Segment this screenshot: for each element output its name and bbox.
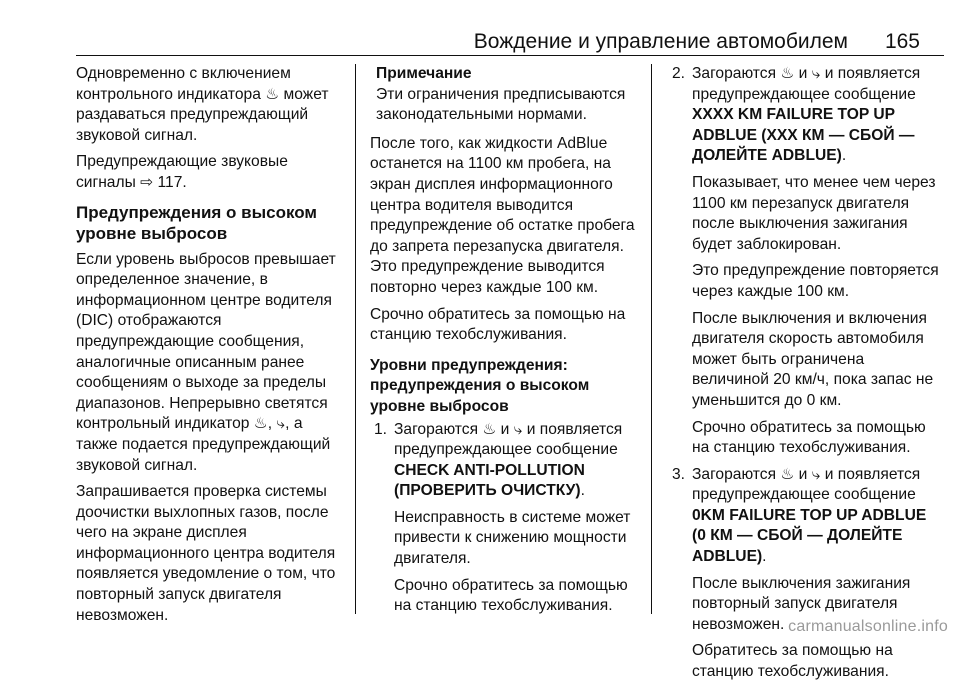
paragraph: Срочно обратитесь за помощью на станцию техобслуживания. xyxy=(692,418,926,457)
column-2 xyxy=(370,64,638,623)
paragraph: После выключения и включения двигателя скорость автомобиля может быть ограничена величиной 20 км/ч, пока запас не уменьшится до 0 км. xyxy=(692,309,934,409)
list-item-number: 3. xyxy=(672,465,686,483)
list-item-number: 2. xyxy=(672,65,686,82)
column-divider xyxy=(355,64,356,614)
warning-message: 0KM FAILURE TOP UP ADBLUE (0 КМ — СБОЙ — ДОЛЕЙТЕ ADBLUE) xyxy=(692,506,927,566)
watermark: carmanualsonline.info xyxy=(788,618,948,635)
column-divider xyxy=(651,64,652,614)
page-number: 165 xyxy=(884,30,920,53)
warning-message: CHECK ANTI-POLLUTION (ПРОВЕРИТЬ ОЧИСТКУ) xyxy=(394,461,585,500)
paragraph: Одновременно с включением контрольного индикатора ♨ может раздаваться предупреждающий звуковой сигнал. xyxy=(76,65,329,144)
list-item-text: Загораются ♨ и ⤷ и появляется предупреждающее сообщение XXXX KM FAILURE TOP UP ADBLUE (XXX КМ — СБОЙ — ДОЛЕЙТЕ ADBLUE). xyxy=(692,65,921,165)
paragraph: После того, как жидкости AdBlue останется на 1100 км пробега, на экран дисплея информационного центра водителя выводится предупреждение об остатке пробега до запрета перезапуска двигателя. Это предупреждение выводится повторно через каждые 100 км. xyxy=(370,134,635,296)
paragraph: Запрашивается проверка системы доочистки выхлопных газов, после чего на экране дисплея информационного центра водителя появляется уведомление о том, что повторный запуск двигателя невозможен. xyxy=(76,483,336,624)
paragraph: Это предупреждение повторяется через каждые 100 км. xyxy=(692,262,939,300)
header-title: Вождение и управление автомобилем xyxy=(473,30,848,53)
list-item xyxy=(668,465,940,683)
list-item xyxy=(668,64,940,459)
paragraph: После выключения зажигания повторный запуск двигателя невозможен. xyxy=(692,574,911,633)
note-box xyxy=(370,64,638,126)
list-item-number: 1. xyxy=(374,420,388,438)
section-heading: Предупреждения о высоком уровне выбросов xyxy=(76,202,317,243)
page-header xyxy=(0,0,960,53)
column-3 xyxy=(668,64,940,689)
header-rule xyxy=(76,55,944,56)
list-item xyxy=(370,420,638,617)
list-item-text: Загораются ♨ и ⤷ и появляется предупреждающее сообщение 0KM FAILURE TOP UP ADBLUE (0 КМ — СБОЙ — ДОЛЕЙТЕ ADBLUE). xyxy=(692,465,927,566)
note-text: Эти ограничения предписываются законодательными нормами. xyxy=(376,85,626,124)
list-item-text: Загораются ♨ и ⤷ и появляется предупреждающее сообщение CHECK ANTI-POLLUTION (ПРОВЕРИТЬ ОЧИСТКУ). xyxy=(394,420,623,500)
paragraph-reference[interactable]: Предупреждающие звуковые сигналы ⇨ 117. xyxy=(76,153,288,191)
note-title: Примечание xyxy=(376,65,472,82)
paragraph: Если уровень выбросов превышает определенное значение, в информационном центре водителя (DIC) отображаются предупреждающие сообщения, аналогичные описанным ранее сообщениям о выходе за пределы диапазонов. Непрерывно светятся контрольный индикатор ♨, ⤷, а также подается предупреждающий звуковой сигнал. xyxy=(76,250,336,474)
paragraph: Срочно обратитесь за помощью на станцию техобслуживания. xyxy=(394,576,628,615)
paragraph: Обратитесь за помощью на станцию техобслуживания. xyxy=(692,642,893,681)
paragraph: Срочно обратитесь за помощью на станцию техобслуживания. xyxy=(370,305,626,344)
column-1 xyxy=(76,64,344,632)
levels-heading: Уровни предупреждения: предупреждения о высоком уровне выбросов xyxy=(370,356,590,415)
warning-message: XXXX KM FAILURE TOP UP ADBLUE (XXX КМ — СБОЙ — ДОЛЕЙТЕ ADBLUE) xyxy=(692,106,915,165)
paragraph: Показывает, что менее чем через 1100 км перезапуск двигателя после выключения зажигания будет заблокирован. xyxy=(692,173,936,253)
paragraph: Неисправность в системе может привести к снижению мощности двигателя. xyxy=(394,508,631,568)
